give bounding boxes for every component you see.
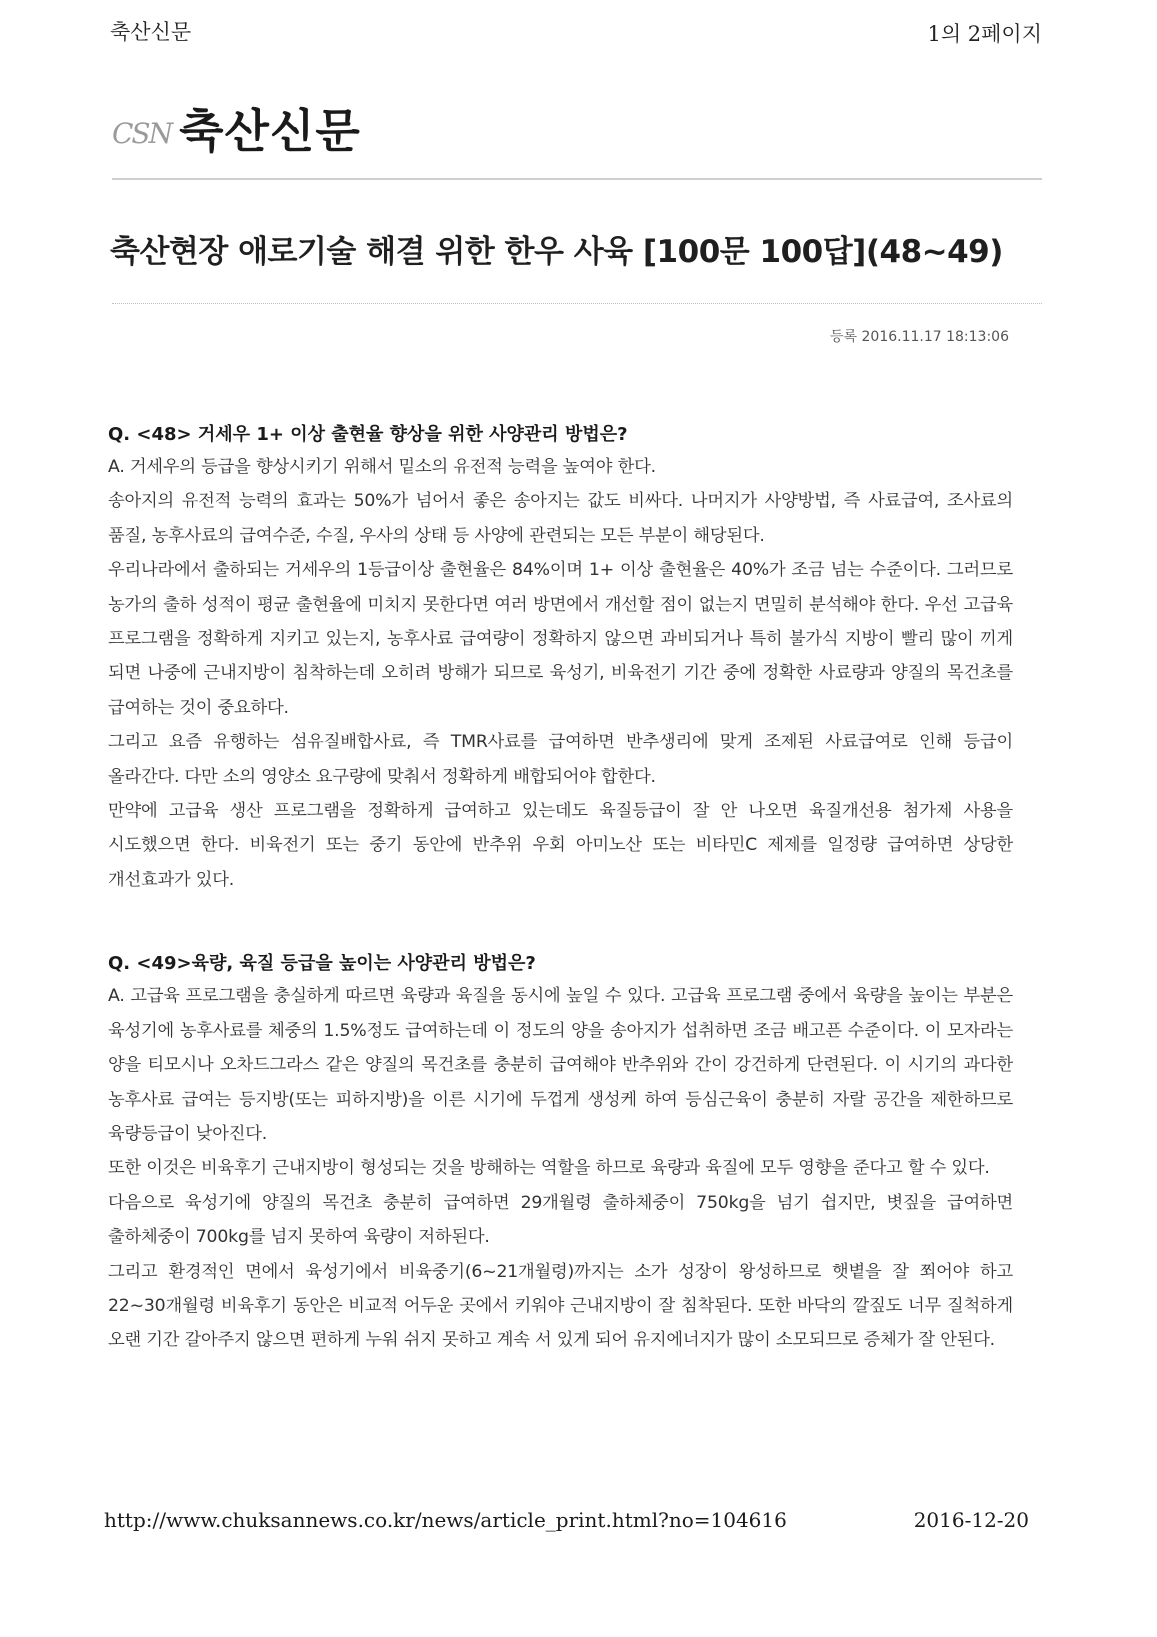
answer-paragraph: 우리나라에서 출하되는 거세우의 1등급이상 출현율은 84%이며 1+ 이상 출현율은 40%가 조금 넘는 수준이다. 그러므로 농가의 출하 성적이 평균 출현율에 미치지 못한다면 여러 방면에서 개선할 점이 없는지 면밀히 분석해야 한다. 우선 고급육 프로그램을 정확하게 지키고 있는지, 농후사료 급여량이 정확하지 않으면 과비되거나 특히 불가식 지방이 빨리 많이 끼게 되면 나중에 근내지방이 침착하는데 오히려 방해가 되므로 육성기, 비육전기 기간 중에 정확한 사료량과 양질의 목건초를 급여하는 것이 중요하다. [108,560,1013,718]
section-spacer [108,897,1013,949]
registration-date: 등록 2016.11.17 18:13:06 [830,329,1009,345]
question-heading: Q. <48> 거세우 1+ 이상 출현율 향상을 위한 사양관리 방법은? [108,424,628,445]
print-footer-url: http://www.chuksannews.co.kr/news/article_print.html?no=104616 [104,1508,787,1532]
answer-paragraph: 또한 이것은 비육후기 근내지방이 형성되는 것을 방해하는 역할을 하므로 육량과 육질에 모두 영향을 준다고 할 수 있다. [108,1158,990,1179]
answer-paragraph: 송아지의 유전적 능력의 효과는 50%가 넘어서 좋은 송아지는 값도 비싸다. 나머지가 사양방법, 즉 사료급여, 조사료의 품질, 농후사료의 급여수준, 수질, 우사의 상태 등 사양에 관련되는 모든 부분이 해당된다. [108,491,1013,546]
print-header-page-indicator: 1의 2페이지 [927,22,1042,46]
logo-text: 축산신문 [179,104,361,158]
qa-section-49 [108,949,1013,1357]
answer-paragraph: 그리고 요즘 유행하는 섬유질배합사료, 즉 TMR사료를 급여하면 반추생리에 맞게 조제된 사료급여로 인해 등급이 올라간다. 다만 소의 영양소 요구량에 맞춰서 정확하게 배합되어야 합한다. [108,732,1013,787]
answer-paragraph: 만약에 고급육 생산 프로그램을 정확하게 급여하고 있는데도 육질등급이 잘 안 나오면 육질개선용 첨가제 사용을 시도했으면 한다. 비육전기 또는 중기 동안에 반추위 우회 아미노산 또는 비타민C 제제를 일정량 급여하면 상당한 개선효과가 있다. [108,801,1013,890]
answer-paragraph: 그리고 환경적인 면에서 육성기에서 비육중기(6~21개월령)까지는 소가 성장이 왕성하므로 햇볕을 잘 쬐어야 하고 22~30개월령 비육후기 동안은 비교적 어두운 곳에서 키워야 근내지방이 잘 침착된다. 또한 바닥의 깔짚도 너무 질척하게 오랜 기간 갈아주지 않으면 편하게 누워 쉬지 못하고 계속 서 있게 되어 유지에너지가 많이 소모되므로 증체가 잘 안된다. [108,1261,1013,1351]
article-title: 축산현장 애로기술 해결 위한 한우 사육 [100문 100답](48~49) [110,233,1003,270]
print-footer-date: 2016-12-20 [913,1508,1029,1532]
answer-paragraph: A. 거세우의 등급을 향상시키기 위해서 밑소의 유전적 능력을 높여야 한다. [108,457,656,477]
article-body [108,420,1013,1358]
question-heading: Q. <49>육량, 육질 등급을 높이는 사양관리 방법은? [108,953,536,975]
qa-section-48 [108,420,1013,897]
answer-paragraph: A. 고급육 프로그램을 충실하게 따르면 육량과 육질을 동시에 높일 수 있다. 고급육 프로그램 중에서 육량을 높이는 부분은 육성기에 농후사료를 체중의 1.5%정도 급여하는데 이 정도의 양을 송아지가 섭취하면 조금 배고픈 수준이다. 이 모자라는 양을 티모시나 오차드그라스 같은 양질의 목건초를 충분히 급여해야 반추위와 간이 강건하게 단련된다. 이 시기의 과다한 농후사료 급여는 등지방(또는 피하지방)을 이른 시기에 두껍게 생성케 하여 등심근육이 충분히 자랄 공간을 제한하므로 육량등급이 낮아진다. [108,986,1013,1144]
logo-mark: CSN [112,117,172,150]
print-header-site-name: 축산신문 [110,20,192,44]
answer-paragraph: 다음으로 육성기에 양질의 목건초 충분히 급여하면 29개월령 출하체중이 750kg을 넘기 쉽지만, 볏짚을 급여하면 출하체중이 700kg를 넘지 못하여 육량이 저하된다. [108,1192,1013,1248]
header-divider [112,178,1042,180]
title-divider [112,303,1042,304]
newspaper-logo [112,104,361,158]
